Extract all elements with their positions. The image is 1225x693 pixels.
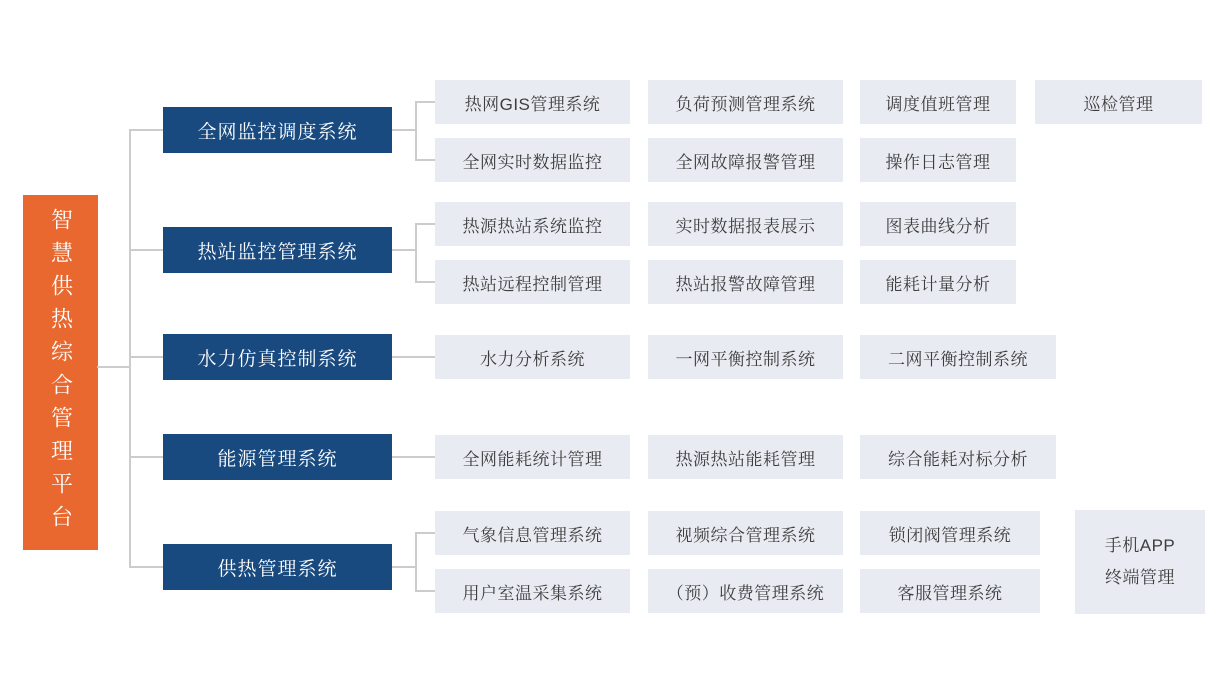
connector-bracket-1 [415,101,417,161]
mobile-app-line2: 终端管理 [1105,568,1175,587]
leaf-node: 客服管理系统 [860,569,1040,613]
mobile-app-line1: 手机APP [1104,535,1176,555]
leaf-node-mobile-app [1075,510,1205,614]
branch-node-energy-mgmt: 能源管理系统 [163,434,392,480]
leaf-node: 用户室温采集系统 [435,569,630,613]
root-node-title: 智慧供热综合管理平台 [48,207,74,538]
connector-root-trunk [97,366,131,368]
leaf-node: 一网平衡控制系统 [648,335,843,379]
connector-branch2-bracket [392,249,416,251]
leaf-node: 锁闭阀管理系统 [860,511,1040,555]
connector-bracket2-row2 [415,281,435,283]
connector-bracket-5 [415,532,417,592]
connector-branch3-leaf [392,356,435,358]
branch-node-station-monitor-mgmt: 热站监控管理系统 [163,227,392,273]
connector-trunk-branch-2 [129,249,163,251]
connector-bracket5-row2 [415,590,435,592]
leaf-node: 调度值班管理 [860,80,1016,124]
leaf-node: 视频综合管理系统 [648,511,843,555]
leaf-node: 负荷预测管理系统 [648,80,843,124]
connector-trunk-branch-3 [129,356,163,358]
leaf-node: 全网实时数据监控 [435,138,630,182]
leaf-node: 实时数据报表展示 [648,202,843,246]
leaf-node: 热站远程控制管理 [435,260,630,304]
leaf-node: 全网能耗统计管理 [435,435,630,479]
connector-trunk [129,129,131,568]
leaf-node: 热源热站系统监控 [435,202,630,246]
connector-branch5-bracket [392,566,416,568]
leaf-node: 能耗计量分析 [860,260,1016,304]
root-node-platform [23,195,98,550]
leaf-node: 图表曲线分析 [860,202,1016,246]
connector-branch4-leaf [392,456,435,458]
leaf-node: 二网平衡控制系统 [860,335,1056,379]
leaf-node: 热源热站能耗管理 [648,435,843,479]
leaf-node: 水力分析系统 [435,335,630,379]
connector-trunk-branch-4 [129,456,163,458]
connector-bracket2-row1 [415,223,435,225]
leaf-node: 操作日志管理 [860,138,1016,182]
connector-bracket1-row2 [415,159,435,161]
leaf-node: 全网故障报警管理 [648,138,843,182]
connector-trunk-branch-1 [129,129,163,131]
connector-bracket-2 [415,223,417,283]
leaf-node: 综合能耗对标分析 [860,435,1056,479]
connector-bracket5-row1 [415,532,435,534]
branch-node-network-monitor-dispatch: 全网监控调度系统 [163,107,392,153]
branch-node-hydraulic-simulation: 水力仿真控制系统 [163,334,392,380]
leaf-node: 气象信息管理系统 [435,511,630,555]
leaf-node: 热站报警故障管理 [648,260,843,304]
branch-node-heating-mgmt: 供热管理系统 [163,544,392,590]
connector-trunk-branch-5 [129,566,163,568]
connector-bracket1-row1 [415,101,435,103]
leaf-node: 热网GIS管理系统 [435,80,630,124]
connector-branch1-bracket [392,129,416,131]
leaf-node: （预）收费管理系统 [648,569,843,613]
leaf-node: 巡检管理 [1035,80,1202,124]
